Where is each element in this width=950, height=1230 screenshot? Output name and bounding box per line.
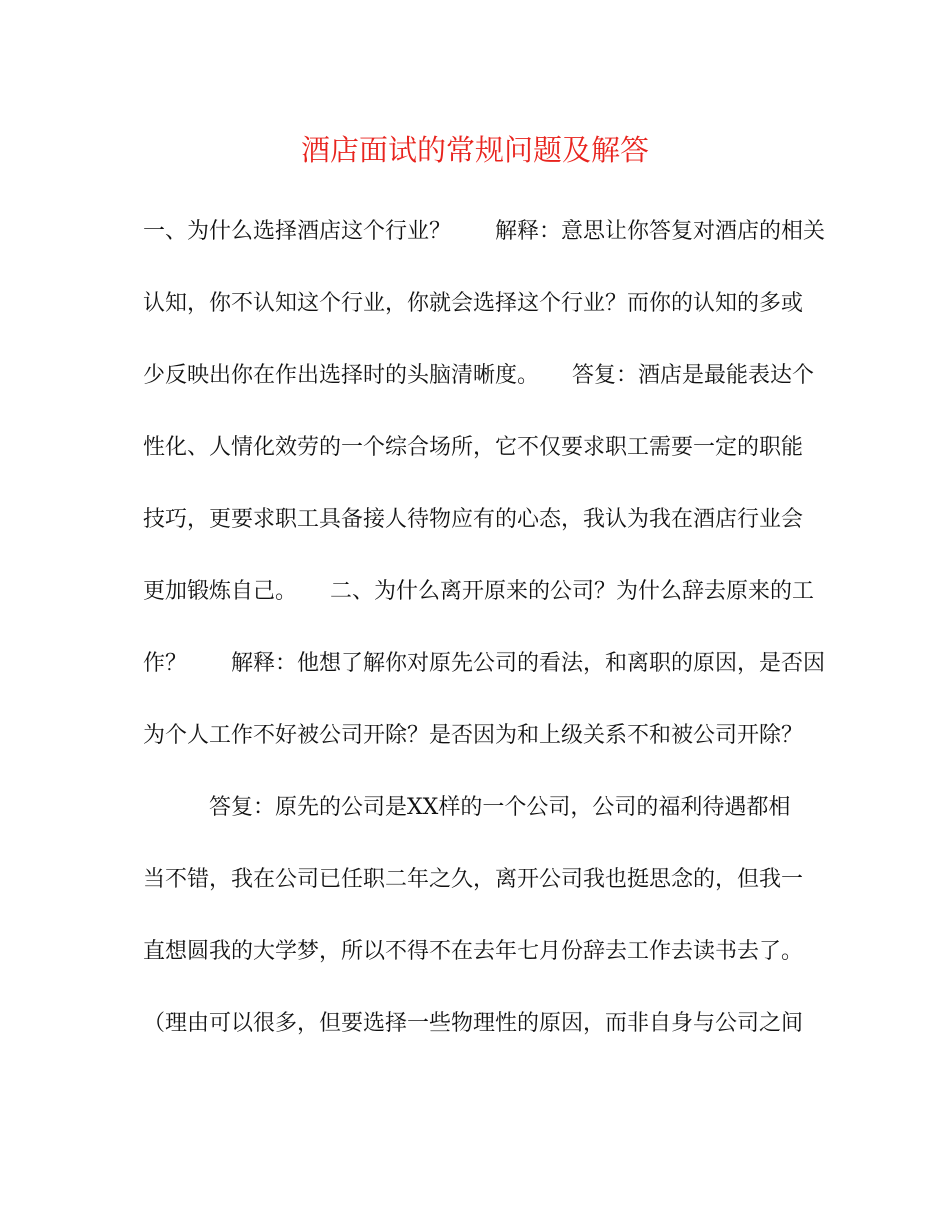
body-line-7: 作？ 解释：他想了解你对原先公司的看法，和离职的原因，是否因 (143, 651, 826, 676)
body-line-12: （理由可以很多，但要选择一些物理性的原因，而非自身与公司之间 (143, 1011, 804, 1036)
body-line-9: 答复：原先的公司是XX样的一个公司，公司的福利待遇都相 (143, 795, 791, 820)
body-line-4: 性化、人情化效劳的一个综合场所，它不仅要求职工需要一定的职能 (143, 435, 804, 460)
body-line-2: 认知，你不认知这个行业，你就会选择这个行业？而你的认知的多或 (143, 291, 804, 316)
body-line-3: 少反映出你在作出选择时的头脑清晰度。 答复：酒店是最能表达个 (143, 363, 815, 388)
body-line-5: 技巧，更要求职工具备接人待物应有的心态，我认为我在酒店行业会 (143, 507, 804, 532)
body-line-6: 更加锻炼自己。 二、为什么离开原来的公司？为什么辞去原来的工 (143, 579, 815, 604)
body-line-11: 直想圆我的大学梦，所以不得不在去年七月份辞去工作去读书去了。 (143, 939, 804, 964)
document-title: 酒店面试的常规问题及解答 (300, 133, 649, 167)
body-line-8: 为个人工作不好被公司开除？是否因为和上级关系不和被公司开除？ (143, 723, 804, 748)
body-line-10: 当不错，我在公司已任职二年之久，离开公司我也挺思念的，但我一 (143, 867, 804, 892)
body-line-1: 一、为什么选择酒店这个行业？ 解释：意思让你答复对酒店的相关 (143, 219, 826, 244)
